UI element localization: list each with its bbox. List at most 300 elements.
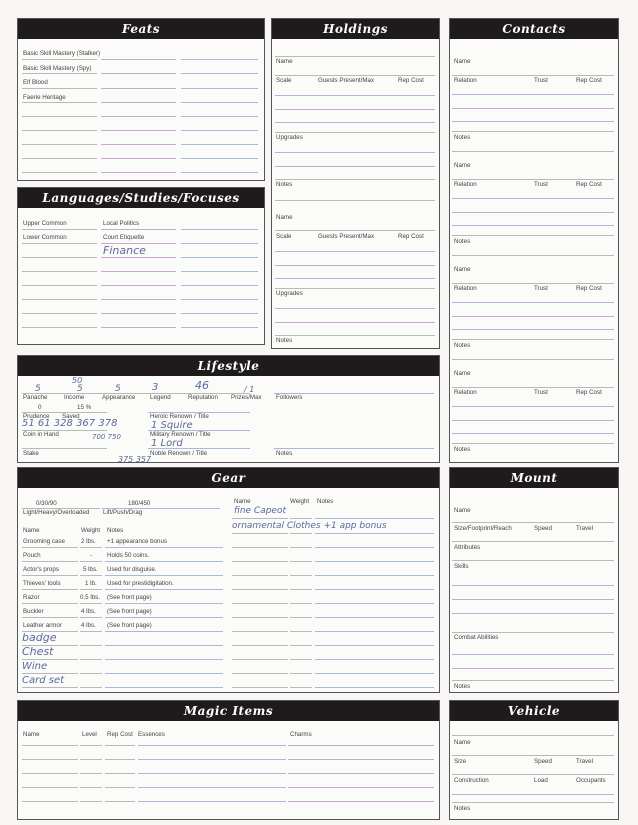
feat-line (101, 59, 176, 60)
magic-line (138, 745, 286, 746)
lifestyle-military-value: 1 Lord (151, 438, 183, 449)
lifestyle-prudence-value: 0 (38, 404, 42, 411)
holding-repcost-label: Rep Cost (398, 77, 424, 84)
holding-line (275, 335, 435, 336)
gear-line-right (290, 518, 312, 519)
gear-line (22, 659, 78, 660)
magic-line (80, 745, 102, 746)
gear-line (80, 603, 102, 604)
lifestyle-line (148, 448, 250, 449)
contacts-title: Contacts (450, 19, 618, 39)
contact-line (452, 235, 614, 236)
feat-line (22, 102, 97, 103)
magic-line (105, 773, 135, 774)
feat-item: Elf Blood (23, 79, 48, 86)
feat-line (22, 144, 97, 145)
lifestyle-coin-values: 51 61 328 367 378 (22, 418, 118, 429)
vehicle-notes-label: Notes (454, 805, 471, 812)
vehicle-load-label: Load (534, 777, 548, 784)
lifestyle-line (274, 448, 434, 449)
lifestyle-income-value: 5 (77, 384, 83, 394)
feat-line (181, 116, 258, 117)
holding-line (275, 251, 435, 252)
feats-title: Feats (18, 19, 264, 39)
holding-guests-label: Guests Present/Max (318, 77, 375, 84)
language-item: Upper Common (23, 220, 67, 227)
holding-line (275, 152, 435, 153)
contact-line (452, 198, 614, 199)
feat-line (101, 102, 176, 103)
holding-upgrades-label: Upgrades (276, 290, 303, 297)
mount-line (452, 522, 614, 523)
magic-line (105, 745, 135, 746)
contact-repcost-label: Rep Cost (576, 181, 602, 188)
study-item: Court Etiquette (103, 234, 145, 241)
contact-relation-label: Relation (454, 389, 477, 396)
lifestyle-title: Lifestyle (18, 356, 439, 376)
gear-item-weight: 1 lb. (85, 580, 97, 587)
mount-line (452, 599, 614, 600)
vehicle-line (452, 794, 614, 795)
gear-item-name: Actor's props (23, 566, 59, 573)
contact-trust-label: Trust (534, 181, 548, 188)
language-line (101, 271, 176, 272)
contact-line (452, 283, 614, 284)
contact-line (452, 339, 614, 340)
gear-line-right (315, 589, 434, 590)
gear-line (105, 561, 223, 562)
mount-line (452, 613, 614, 614)
gear-item-weight: 0.5 lbs. (80, 594, 100, 601)
mount-skills-label: Skills (454, 563, 469, 570)
gear-line-right (290, 547, 312, 548)
gear-line-right (290, 631, 312, 632)
gear-line-right (315, 659, 434, 660)
language-line (22, 285, 97, 286)
label-military-renown: Military Renown / Title (150, 431, 211, 438)
lifestyle-heroic-value: 1 Squire (151, 420, 193, 431)
language-line (22, 327, 97, 328)
gear-hand-item-right: fine Capeot (234, 506, 287, 516)
feat-line (181, 73, 258, 74)
holding-upgrades-label: Upgrades (276, 134, 303, 141)
gear-item-notes: (See front page) (107, 608, 152, 615)
contact-line (452, 108, 614, 109)
gear-line (22, 547, 78, 548)
lifestyle-legend-value: 3 (152, 382, 159, 393)
gear-line-right (315, 603, 434, 604)
magic-line (22, 801, 78, 802)
gear-hand-item: Chest (22, 645, 54, 658)
contact-notes-label: Notes (454, 342, 471, 349)
vehicle-line (452, 755, 614, 756)
lifestyle-reputation-value: 46 (195, 379, 209, 392)
gear-line-right (315, 547, 434, 548)
gear-line-right (232, 673, 288, 674)
gear-item-weight: 2 lbs. (81, 538, 96, 545)
language-item: Lower Common (23, 234, 67, 241)
gear-lift-label: Lift/Push/Drag (103, 509, 143, 516)
gear-item-notes: (See front page) (107, 622, 152, 629)
holding-line (275, 109, 435, 110)
feat-line (181, 130, 258, 131)
holdings-title: Holdings (272, 19, 439, 39)
magic-line (138, 773, 286, 774)
language-line (101, 229, 176, 230)
gear-item-notes: +1 appearance bonus (107, 538, 168, 545)
holding-line (275, 132, 435, 133)
holding-line (275, 265, 435, 266)
gear-line (22, 603, 78, 604)
magic-header-essences: Essences (138, 731, 165, 738)
mount-line (452, 668, 614, 669)
gear-item-notes: (See front page) (107, 594, 152, 601)
gear-line-right (232, 617, 288, 618)
gear-line-right (315, 617, 434, 618)
contact-trust-label: Trust (534, 389, 548, 396)
handwritten-finance: Finance (103, 244, 146, 257)
gear-item-weight: 5 lbs. (83, 566, 98, 573)
feat-line (101, 73, 176, 74)
language-line (181, 299, 258, 300)
contact-line (452, 406, 614, 407)
gear-line (22, 645, 78, 646)
gear-item-name: Buckler (23, 608, 44, 615)
gear-line (22, 589, 78, 590)
feat-line (22, 172, 97, 173)
label-legend: Legend (150, 394, 171, 401)
feat-line (22, 88, 97, 89)
gear-line-right (290, 659, 312, 660)
contact-repcost-label: Rep Cost (576, 389, 602, 396)
gear-line-right (290, 575, 312, 576)
vehicle-title: Vehicle (450, 701, 618, 721)
lifestyle-panache-value: 5 (35, 384, 41, 394)
gear-line (80, 547, 102, 548)
feat-line (181, 144, 258, 145)
language-line (22, 313, 97, 314)
gear-line (105, 575, 223, 576)
language-line (22, 257, 97, 258)
gear-item-name: Pouch (23, 552, 41, 559)
lifestyle-line (22, 448, 107, 449)
language-line (181, 229, 258, 230)
gear-hand-item-right: ornamental Clothes +1 app bonus (232, 521, 387, 531)
mount-combat-label: Combat Abilities (454, 634, 499, 641)
vehicle-travel-label: Travel (576, 758, 593, 765)
gear-item-name: Leather armor (23, 622, 62, 629)
gear-line-right (290, 673, 312, 674)
languages-title: Languages/Studies/Focuses (18, 188, 264, 208)
gear-item-weight: 4 lbs. (81, 608, 96, 615)
contact-line (452, 433, 614, 434)
feat-line (181, 59, 258, 60)
contact-line (452, 94, 614, 95)
gear-line-right (315, 575, 434, 576)
label-panache: Panache (23, 394, 48, 401)
lifestyle-appearance-value: 5 (115, 384, 121, 394)
holding-line (275, 200, 435, 201)
gear-line-right (315, 518, 434, 519)
vehicle-line (452, 802, 614, 803)
feat-line (22, 158, 97, 159)
gear-item-notes: Used for prestidigitation. (107, 580, 174, 587)
gear-line (80, 617, 102, 618)
gear-line-right (232, 561, 288, 562)
magic-line (22, 759, 78, 760)
gear-lift-value: 180/450 (128, 500, 151, 507)
gear-item-notes: Holds 50 coins. (107, 552, 150, 559)
vehicle-occupants-label: Occupants (576, 777, 606, 784)
language-line (101, 285, 176, 286)
contact-line (452, 387, 614, 388)
gear-line (80, 575, 102, 576)
gear-line (105, 687, 223, 688)
holding-line (275, 56, 435, 57)
gear-line-right (232, 589, 288, 590)
mount-notes-label: Notes (454, 683, 471, 690)
label-followers: Followers (276, 394, 303, 401)
label-prudence: Prudence (23, 413, 50, 420)
feat-line (101, 88, 176, 89)
gear-line (80, 631, 102, 632)
lifestyle-saved-value: 15 % (77, 404, 92, 411)
label-saved: Saved (62, 413, 80, 420)
gear-line (105, 673, 223, 674)
holding-line (275, 122, 435, 123)
gear-line (22, 631, 78, 632)
label-stake: Stake (23, 450, 39, 457)
holdings-panel (271, 18, 440, 349)
feat-line (101, 116, 176, 117)
label-coin-in-hand: Coin in Hand (23, 431, 59, 438)
magic-line (105, 759, 135, 760)
language-line (22, 243, 97, 244)
contact-name-label: Name (454, 58, 471, 65)
language-line (101, 243, 176, 244)
contact-notes-label: Notes (454, 238, 471, 245)
gear-line (105, 603, 223, 604)
holding-line (275, 288, 435, 289)
language-line (22, 299, 97, 300)
magic-line (80, 801, 102, 802)
feat-item: Basic Skill Mastery (Spy) (23, 65, 92, 72)
language-line (101, 299, 176, 300)
mount-speed-label: Speed (534, 525, 552, 532)
gear-hand-item: badge (22, 631, 57, 644)
mount-travel-label: Travel (576, 525, 593, 532)
lifestyle-stake-value: 375 357 (118, 455, 152, 464)
language-line (181, 327, 258, 328)
gear-item-name: Razor (23, 594, 40, 601)
contact-line (452, 359, 614, 360)
gear-line (22, 687, 78, 688)
holding-line (275, 95, 435, 96)
contact-line (452, 151, 614, 152)
holding-notes-label: Notes (276, 337, 293, 344)
mount-name-label: Name (454, 507, 471, 514)
language-line (181, 285, 258, 286)
lifestyle-income-top: 50 (72, 376, 83, 385)
holding-line (275, 179, 435, 180)
contact-line (452, 302, 614, 303)
gear-header-notes: Notes (107, 527, 124, 534)
gear-item-weight: - (90, 552, 93, 559)
contact-line (452, 316, 614, 317)
magic-line (288, 745, 434, 746)
holding-name-label: Name (276, 214, 293, 221)
holding-line (275, 308, 435, 309)
gear-header-weight-right: Weight (290, 498, 310, 505)
gear-line (105, 631, 223, 632)
gear-line-right (315, 533, 434, 534)
gear-line-right (232, 687, 288, 688)
magic-line (288, 759, 434, 760)
language-line (22, 271, 97, 272)
magic-header-charms: Charms (290, 731, 312, 738)
gear-line-right (315, 631, 434, 632)
contact-line (452, 75, 614, 76)
magic-line (80, 759, 102, 760)
gear-line-right (232, 631, 288, 632)
language-line (181, 313, 258, 314)
gear-item-name: Thieves' tools (23, 580, 61, 587)
gear-title: Gear (18, 468, 439, 488)
language-line (101, 313, 176, 314)
magic-line (138, 801, 286, 802)
mount-attributes-label: Attributes (454, 544, 481, 551)
gear-line-right (232, 659, 288, 660)
feat-line (181, 102, 258, 103)
feat-line (22, 130, 97, 131)
magic-line (288, 787, 434, 788)
label-prizes: Prizes/Max (231, 394, 262, 401)
magic-line (105, 801, 135, 802)
feat-line (181, 158, 258, 159)
contact-line (452, 225, 614, 226)
feat-line (101, 158, 176, 159)
language-line (181, 243, 258, 244)
gear-line (105, 617, 223, 618)
gear-line (80, 561, 102, 562)
feat-item: Faerie Heritage (23, 94, 66, 101)
contact-name-label: Name (454, 266, 471, 273)
contact-line (452, 329, 614, 330)
gear-line (80, 659, 102, 660)
holding-scale-label: Scale (276, 233, 292, 240)
gear-line (105, 659, 223, 660)
feat-line (101, 144, 176, 145)
mount-size-label: Size/Footprint/Reach (454, 525, 512, 532)
gear-header-name: Name (23, 527, 40, 534)
magic-line (22, 745, 78, 746)
magic-line (288, 773, 434, 774)
contact-line (452, 179, 614, 180)
magic-header-level: Level (82, 731, 97, 738)
gear-line-right (232, 533, 288, 534)
magic-line (138, 787, 286, 788)
gear-line-right (290, 645, 312, 646)
gear-line-right (315, 645, 434, 646)
feat-line (22, 73, 97, 74)
gear-line-right (232, 645, 288, 646)
gear-line-right (232, 575, 288, 576)
magic-header-name: Name (23, 731, 40, 738)
language-line (101, 257, 176, 258)
contact-notes-label: Notes (454, 134, 471, 141)
contact-notes-label: Notes (454, 446, 471, 453)
magic-header-repcost: Rep Cost (107, 731, 133, 738)
contact-relation-label: Relation (454, 77, 477, 84)
mount-panel (449, 467, 619, 693)
gear-item-notes: Used for disguise. (107, 566, 157, 573)
gear-line (80, 687, 102, 688)
feat-line (181, 88, 258, 89)
magic-line (22, 773, 78, 774)
holding-name-label: Name (276, 58, 293, 65)
gear-header-weight: Weight (81, 527, 101, 534)
gear-line-right (315, 687, 434, 688)
gear-load-label: Light/Heavy/Overloaded (23, 509, 90, 516)
vehicle-name-label: Name (454, 739, 471, 746)
gear-line-right (290, 533, 312, 534)
holding-repcost-label: Rep Cost (398, 233, 424, 240)
holding-line (275, 230, 435, 231)
language-line (101, 327, 176, 328)
label-appearance: Appearance (102, 394, 136, 401)
feat-line (101, 172, 176, 173)
feat-item: Basic Skill Mastery (Stalker) (23, 50, 101, 57)
vehicle-line (452, 735, 614, 736)
label-reputation: Reputation (188, 394, 218, 401)
gear-line (105, 589, 223, 590)
label-lifestyle-notes: Notes (276, 450, 293, 457)
holding-line (275, 322, 435, 323)
contact-line (452, 420, 614, 421)
feat-line (181, 172, 258, 173)
gear-line (22, 561, 78, 562)
vehicle-construction-label: Construction (454, 777, 489, 784)
contact-repcost-label: Rep Cost (576, 285, 602, 292)
gear-item-weight: 4 lbs. (81, 622, 96, 629)
gear-line-right (315, 561, 434, 562)
magic-line (80, 773, 102, 774)
contact-name-label: Name (454, 162, 471, 169)
language-line (181, 271, 258, 272)
magic-items-title: Magic Items (18, 701, 439, 721)
mount-line (452, 680, 614, 681)
contact-line (452, 212, 614, 213)
gear-line (80, 673, 102, 674)
lifestyle-coin-extra: 700 750 (92, 433, 121, 441)
label-noble-renown: Noble Renown / Title (150, 450, 208, 457)
holding-notes-label: Notes (276, 181, 293, 188)
gear-line (22, 617, 78, 618)
feat-line (101, 130, 176, 131)
contact-relation-label: Relation (454, 285, 477, 292)
gear-line-right (232, 547, 288, 548)
mount-line (452, 654, 614, 655)
contact-line (452, 443, 614, 444)
gear-hand-item: Wine (22, 661, 48, 672)
vehicle-line (452, 774, 614, 775)
language-line (22, 229, 97, 230)
label-income: Income (64, 394, 85, 401)
gear-line-right (290, 687, 312, 688)
magic-line (80, 787, 102, 788)
mount-line (452, 541, 614, 542)
vehicle-speed-label: Speed (534, 758, 552, 765)
